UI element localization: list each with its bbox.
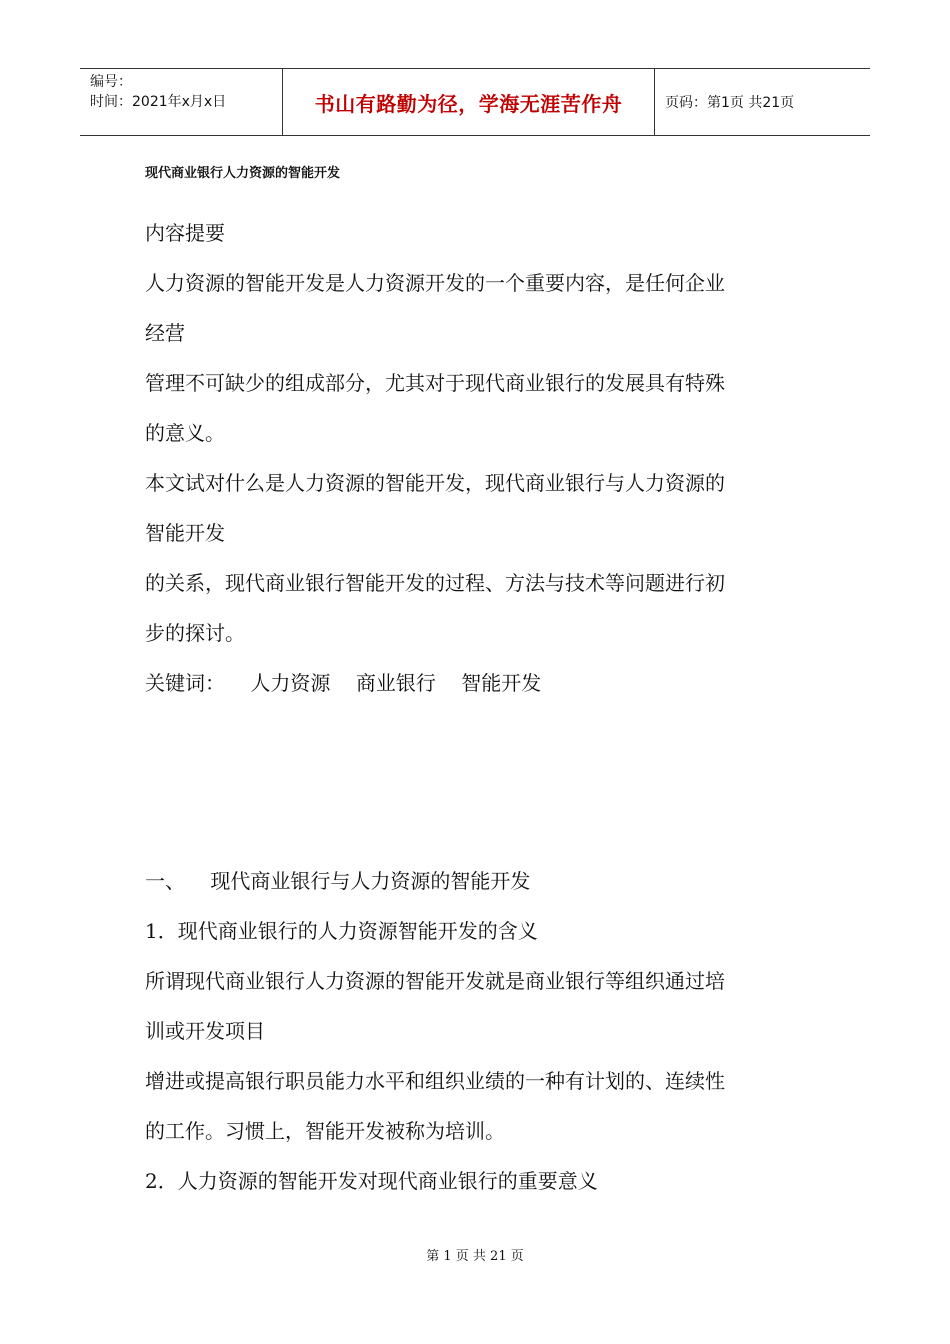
paragraph-line: 经营 <box>145 321 185 345</box>
section-heading-1: 一、 现代商业银行与人力资源的智能开发 <box>145 869 531 893</box>
section-heading-abstract: 内容提要 <box>145 221 225 245</box>
paragraph-line: 的关系，现代商业银行智能开发的过程、方法与技术等问题进行初 <box>145 571 725 595</box>
paragraph-line: 本文试对什么是人力资源的智能开发，现代商业银行与人力资源的 <box>145 471 725 495</box>
page-header <box>80 68 870 136</box>
subsection-heading-1-1: 1．现代商业银行的人力资源智能开发的含义 <box>145 919 538 943</box>
motto-text: 书山有路勤为径，学海无涯苦作舟 <box>314 91 623 116</box>
subsection-heading-1-2: 2．人力资源的智能开发对现代商业银行的重要意义 <box>145 1169 598 1193</box>
paragraph-line: 的意义。 <box>145 421 225 445</box>
paragraph-line: 增进或提高银行职员能力水平和组织业绩的一种有计划的、连续性 <box>145 1069 725 1093</box>
paragraph-line: 管理不可缺少的组成部分，尤其对于现代商业银行的发展具有特殊 <box>145 371 725 395</box>
keywords-line: 关键词： 人力资源 商业银行 智能开发 <box>145 671 542 695</box>
page-footer: 第 1 页 共 21 页 <box>426 1249 524 1264</box>
paragraph-line: 的工作。习惯上，智能开发被称为培训。 <box>145 1119 505 1143</box>
paragraph-line: 所谓现代商业银行人力资源的智能开发就是商业银行等组织通过培 <box>145 969 725 993</box>
paragraph-line: 步的探讨。 <box>145 621 245 645</box>
paragraph-line: 智能开发 <box>145 521 225 545</box>
number-label: 编号： <box>90 74 132 90</box>
paragraph-line: 训或开发项目 <box>145 1019 265 1043</box>
paragraph-line: 人力资源的智能开发是人力资源开发的一个重要内容，是任何企业 <box>145 271 725 295</box>
document-title: 现代商业银行人力资源的智能开发 <box>145 166 341 181</box>
page-info-text: 页码：第1页 共21页 <box>665 95 795 111</box>
time-label: 时间：2021年x月x日 <box>90 94 227 110</box>
header-page-info <box>655 69 870 135</box>
header-motto-cell <box>283 69 655 135</box>
header-meta <box>80 69 283 135</box>
